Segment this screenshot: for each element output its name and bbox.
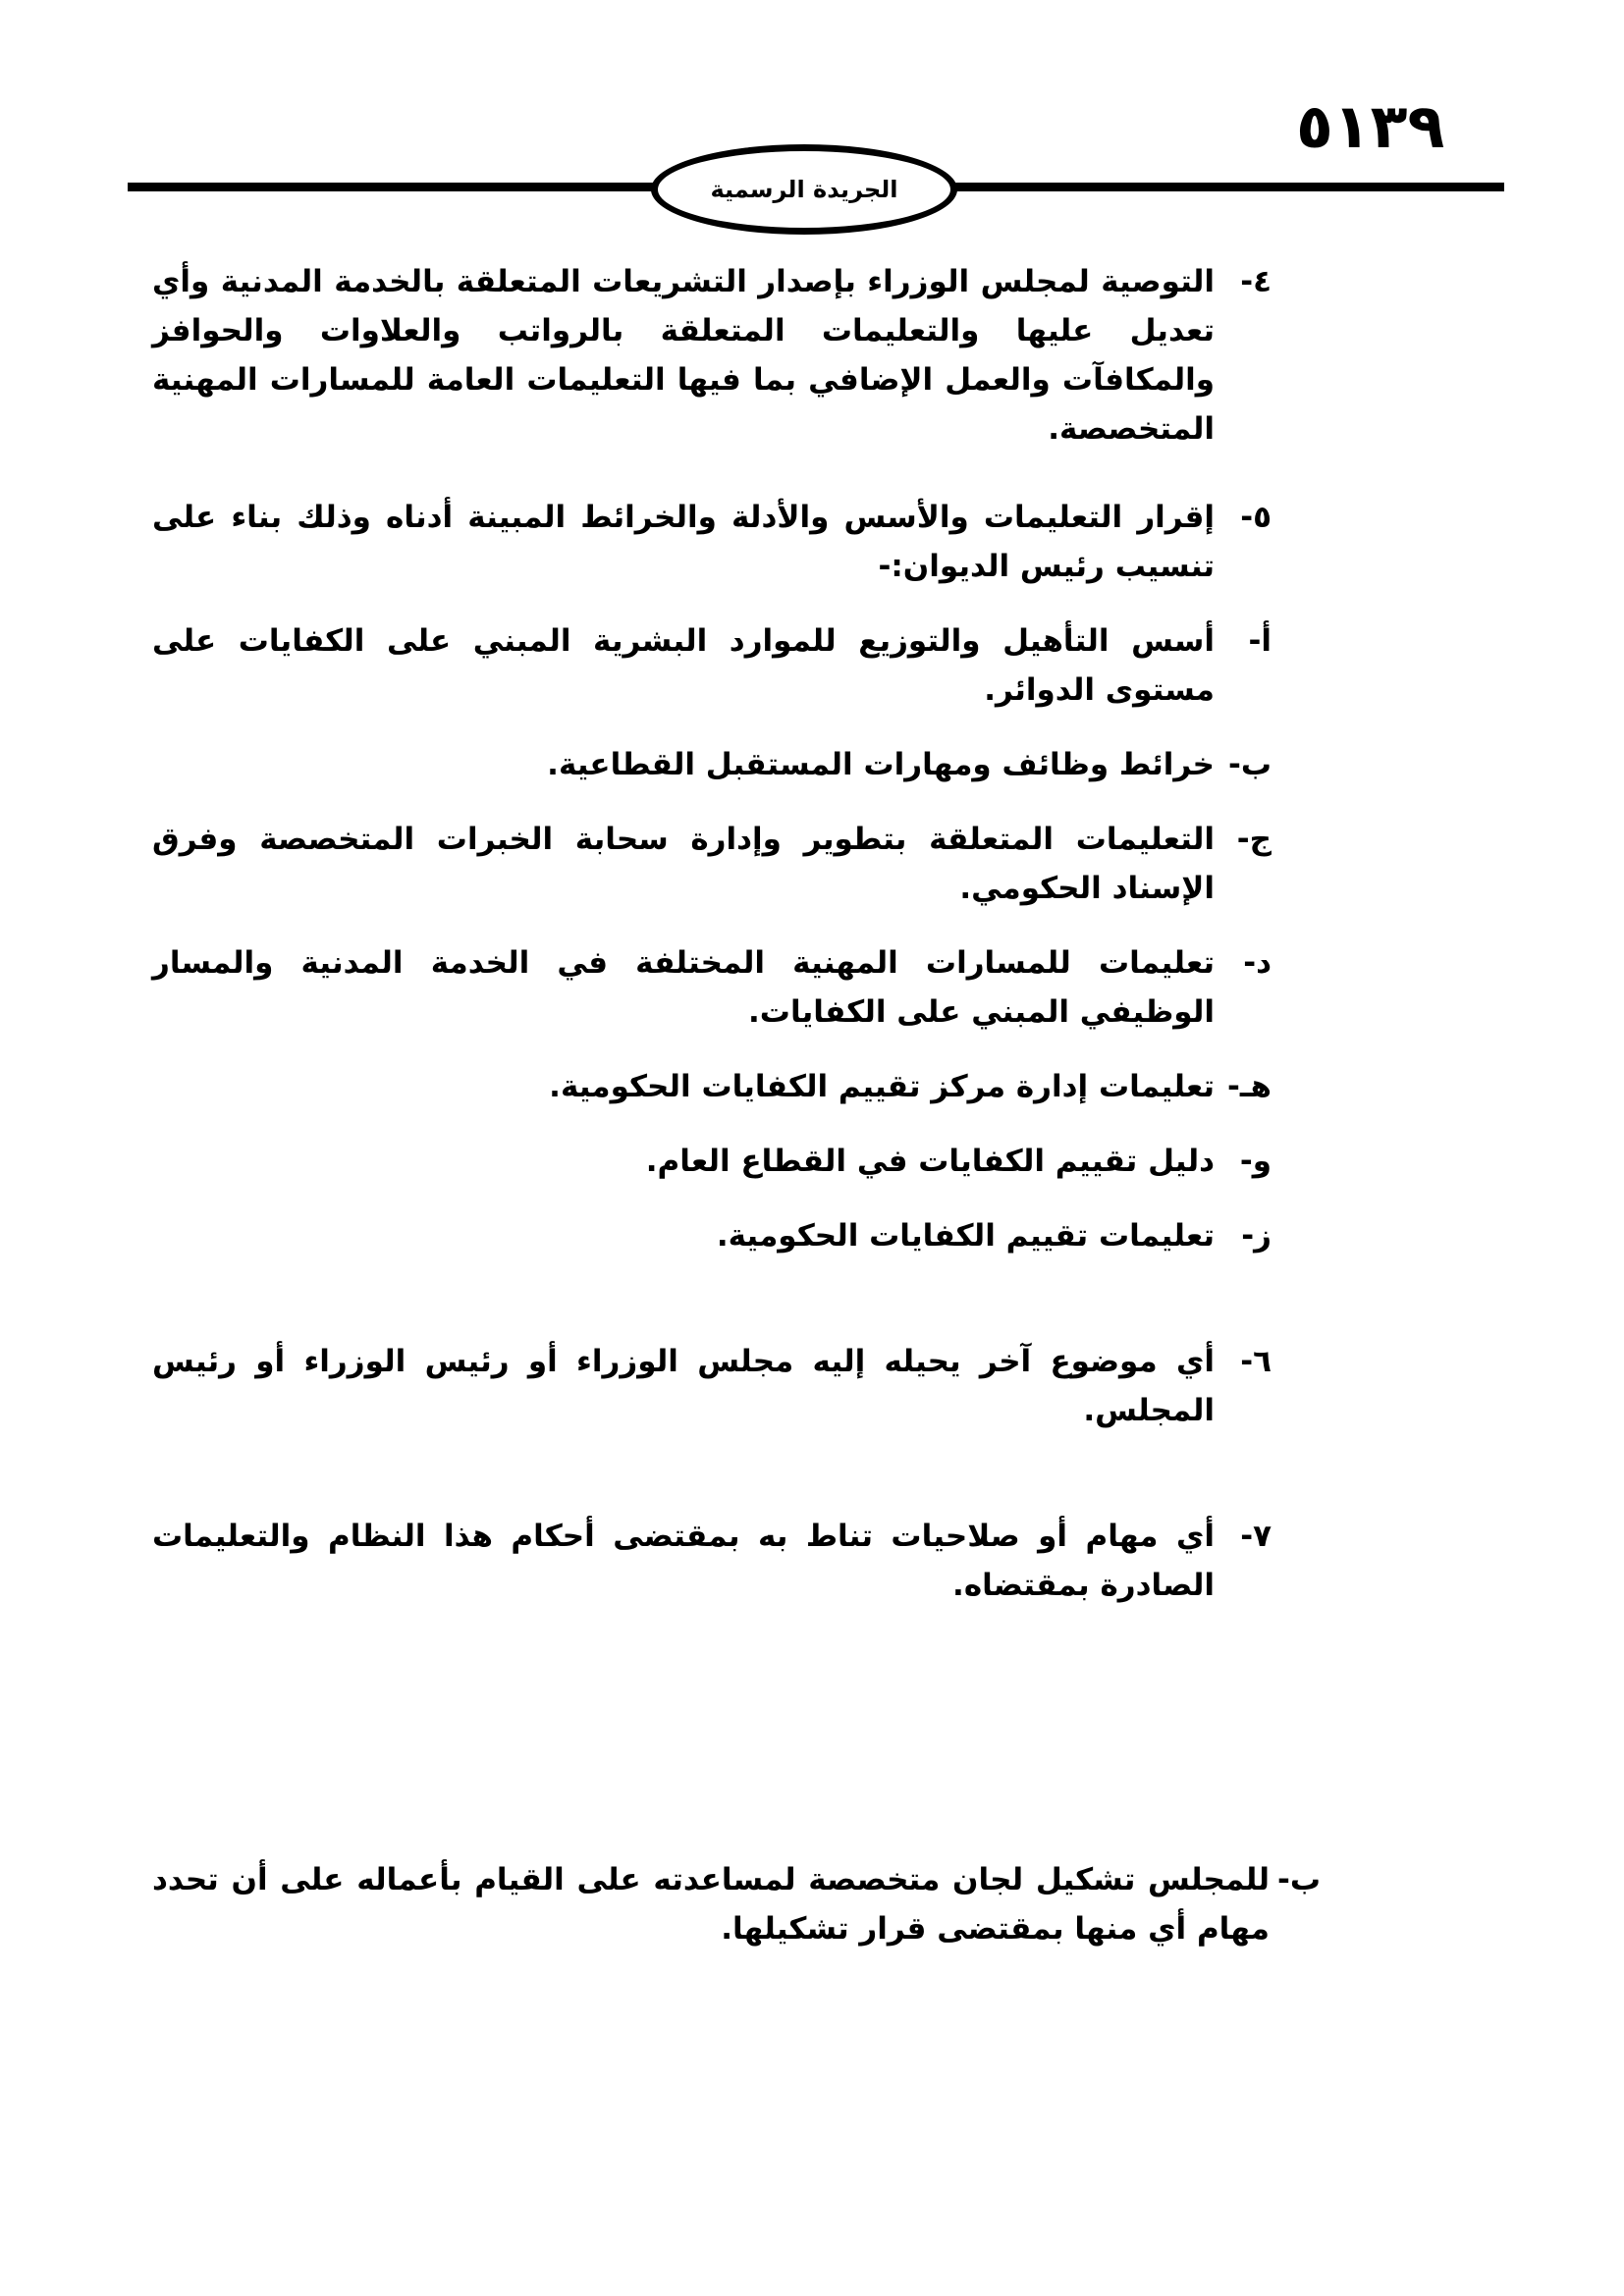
sub-item-text: التعليمات المتعلقة بتطوير وإدارة سحابة الخبرات المتخصصة وفرق الإسناد الحكومي. [152, 822, 1215, 906]
sub-item-text: تعليمات للمسارات المهنية المختلفة في الخدمة المدنية والمسار الوظيفي المبني على الكفايات. [152, 945, 1215, 1030]
list-item [152, 1512, 1272, 1610]
sub-item-marker: د- [1243, 945, 1272, 981]
sub-item-marker: ج- [1236, 822, 1272, 857]
sub-item-marker: ب- [1227, 747, 1272, 782]
paragraph-b-marker: ب- [1276, 1862, 1321, 1897]
item-marker: ٧- [1240, 1519, 1272, 1554]
document-body [152, 257, 1272, 1610]
paragraph-b [152, 1855, 1321, 1953]
sub-list-item [152, 1137, 1272, 1186]
list-item [152, 1337, 1272, 1435]
page-number: ٥١٣٩ [1296, 90, 1445, 162]
item-text: التوصية لمجلس الوزراء بإصدار التشريعات المتعلقة بالخدمة المدنية وأي تعديل عليها والتعليمات المتعلقة بالرواتب والعلاوات والحوافز والمكافآت والعمل الإضافي بما فيها التعليمات العامة للمسارات المهنية المتخصصة. [152, 264, 1215, 447]
sub-item-marker: و- [1239, 1144, 1272, 1179]
item-text: أي موضوع آخر يحيله إليه مجلس الوزراء أو رئيس الوزراء أو رئيس المجلس. [152, 1344, 1215, 1428]
sub-item-text: دليل تقييم الكفايات في القطاع العام. [645, 1144, 1215, 1179]
item-text: أي مهام أو صلاحيات تناط به بمقتضى أحكام هذا النظام والتعليمات الصادرة بمقتضاه. [152, 1519, 1215, 1603]
list-item [152, 493, 1272, 591]
sub-item-text: تعليمات تقييم الكفايات الحكومية. [716, 1218, 1215, 1254]
item-text: إقرار التعليمات والأسس والأدلة والخرائط المبينة أدناه وذلك بناء على تنسيب رئيس الديوان:- [152, 500, 1215, 584]
sub-list-item [152, 616, 1272, 715]
sub-list-item [152, 938, 1272, 1037]
sub-item-marker: هـ- [1227, 1069, 1272, 1104]
item-marker: ٤- [1240, 264, 1272, 299]
sub-item-text: تعليمات إدارة مركز تقييم الكفايات الحكومية. [549, 1069, 1215, 1104]
item-marker: ٦- [1240, 1344, 1272, 1379]
paragraph-b-text: للمجلس تشكيل لجان متخصصة لمساعدته على القيام بأعماله على أن تحدد مهام أي منها بمقتضى قرار تشكيلها. [152, 1862, 1270, 1947]
sub-item-text: خرائط وظائف ومهارات المستقبل القطاعية. [547, 747, 1215, 782]
item-marker: ٥- [1240, 500, 1272, 535]
sub-list-item [152, 740, 1272, 789]
list-item [152, 257, 1272, 454]
sub-list-item [152, 1062, 1272, 1111]
sub-list-item [152, 815, 1272, 913]
header-oval [651, 144, 957, 235]
gazette-title: الجريدة الرسمية [710, 176, 898, 203]
sub-item-text: أسس التأهيل والتوزيع للموارد البشرية المبني على الكفايات على مستوى الدوائر. [152, 623, 1215, 708]
sub-item-marker: ز- [1241, 1218, 1272, 1254]
sub-item-marker: أ- [1248, 623, 1272, 659]
sub-list-item [152, 1211, 1272, 1260]
